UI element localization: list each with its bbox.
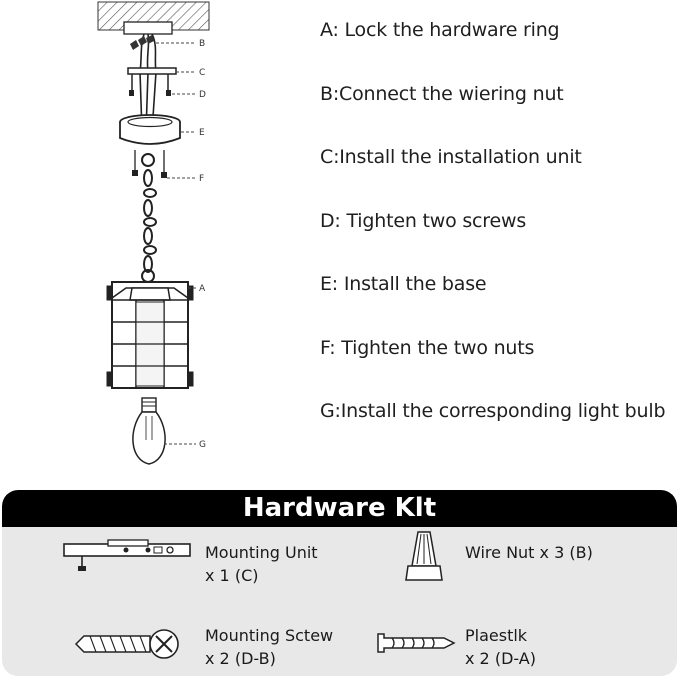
lantern-cage bbox=[107, 282, 193, 388]
callout-labels bbox=[199, 39, 206, 450]
screw-qty: x 2 (D-B) bbox=[205, 649, 276, 668]
callout-c: C bbox=[199, 68, 206, 78]
callout-a: A bbox=[199, 284, 206, 294]
wire-nut-icon bbox=[402, 530, 446, 584]
step-a: A: Lock the hardware ring bbox=[320, 19, 560, 41]
step-d: D: Tighten two screws bbox=[320, 210, 527, 232]
ceiling bbox=[98, 2, 209, 34]
light-bulb bbox=[133, 398, 165, 464]
plastic-anchor-name: Plaestlk bbox=[465, 626, 528, 645]
chain bbox=[142, 154, 156, 282]
hardware-kit-title: Hardware Klt bbox=[2, 490, 677, 527]
plastic-anchor-icon bbox=[374, 628, 458, 658]
callout-e: E bbox=[199, 128, 205, 138]
screw-icon bbox=[72, 626, 180, 662]
wire-nut-name: Wire Nut x 3 (B) bbox=[465, 543, 593, 562]
callout-d: D bbox=[199, 90, 206, 100]
step-b: B:Connect the wiering nut bbox=[320, 83, 564, 105]
mounting-unit-icon bbox=[60, 538, 192, 574]
callout-f: F bbox=[199, 174, 205, 184]
hardware-kit-panel bbox=[2, 490, 677, 676]
mounting-unit-qty: x 1 (C) bbox=[205, 566, 259, 585]
screw-name: Mounting Sctew bbox=[205, 626, 334, 645]
installation-diagram bbox=[0, 0, 300, 480]
plastic-anchor-qty: x 2 (D-A) bbox=[465, 649, 536, 668]
step-e: E: Install the base bbox=[320, 273, 487, 295]
mounting-unit-name: Mounting Unit bbox=[205, 543, 318, 562]
callout-g: G bbox=[199, 440, 206, 450]
canopy-base bbox=[120, 115, 180, 144]
callout-b: B bbox=[199, 39, 206, 49]
step-c: C:Install the installation unit bbox=[320, 146, 582, 168]
step-g: G:Install the corresponding light bulb bbox=[320, 400, 666, 422]
mounting-bar bbox=[128, 68, 176, 96]
step-f: F: Tighten the two nuts bbox=[320, 337, 535, 359]
